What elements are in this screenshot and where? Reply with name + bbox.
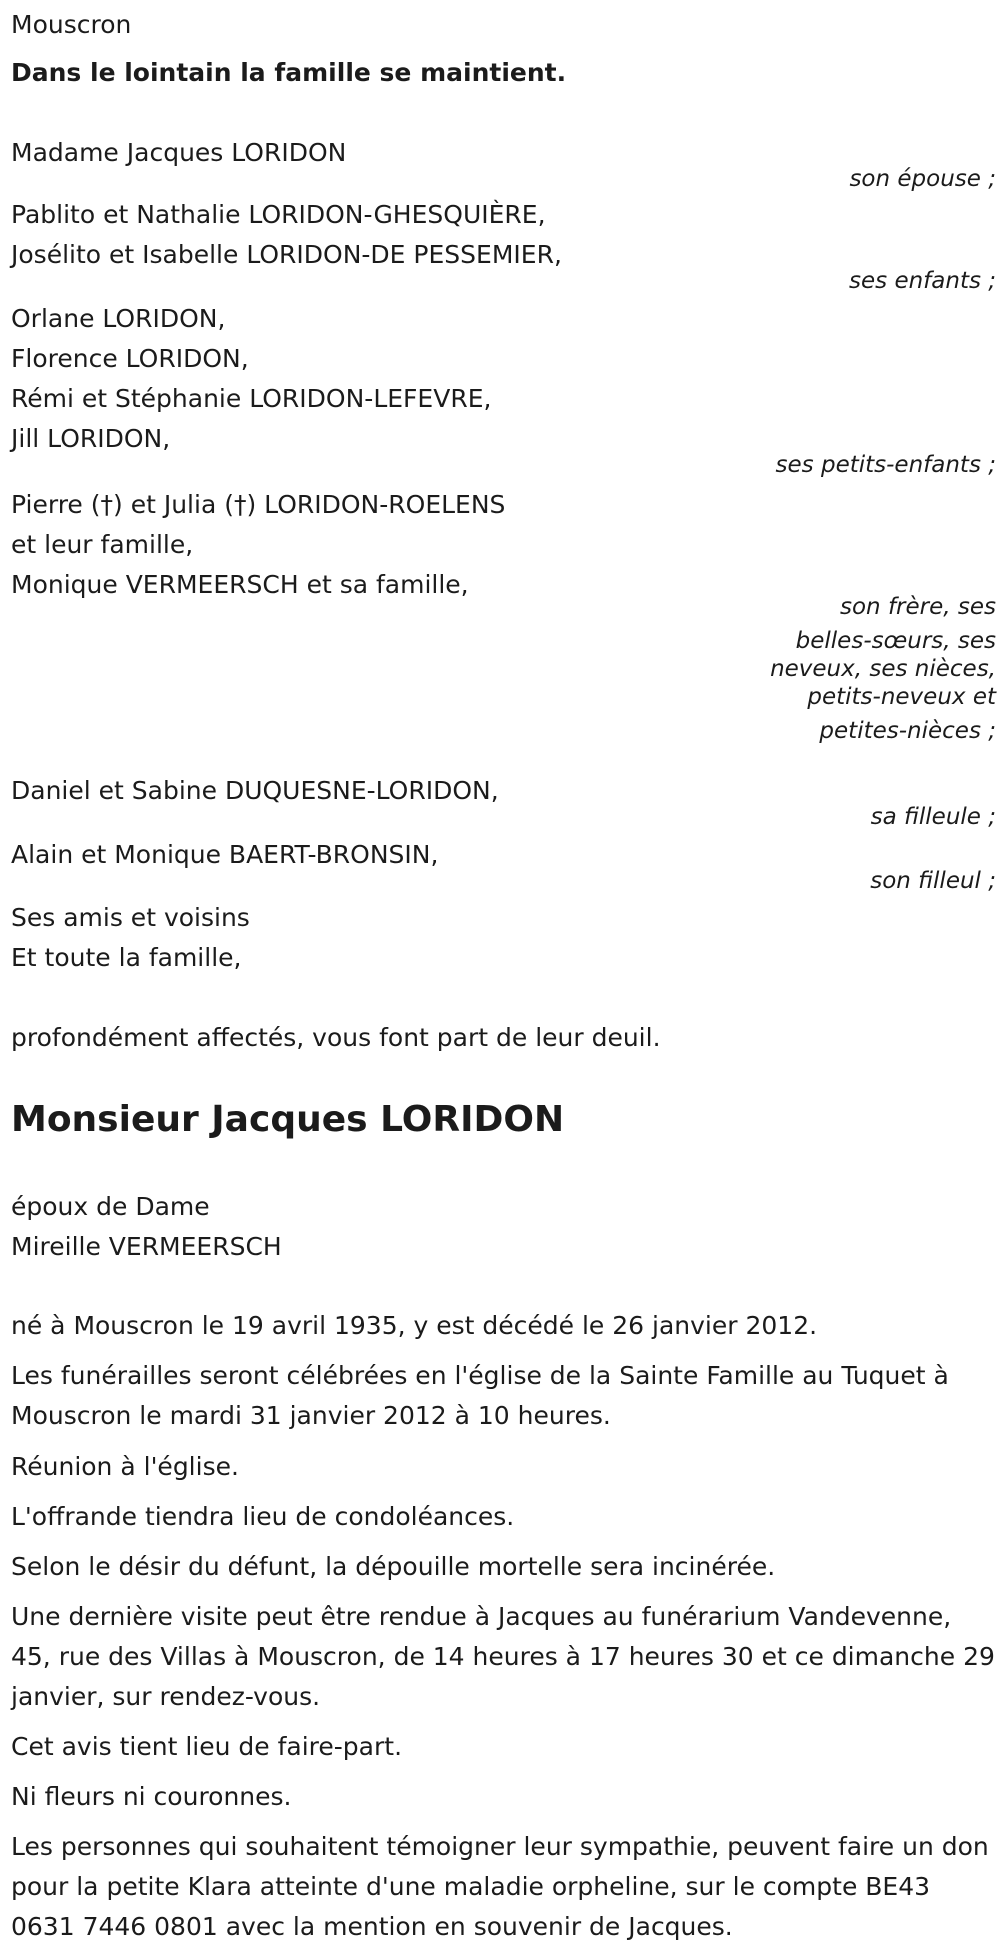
family-member-line: Pierre (†) et Julia (†) LORIDON-ROELENS — [11, 490, 506, 519]
family-member-line: Daniel et Sabine DUQUESNE-LORIDON, — [11, 776, 499, 805]
family-motto: Dans le lointain la famille se maintient. — [11, 58, 567, 87]
detail-paragraph: Les personnes qui souhaitent témoigner leur sympathie, peuvent faire un don pour la petite Klara atteinte d'une maladie orpheline, sur le compte BE43 0631 7446 0801 avec la mention en souvenir de Jacques. — [11, 1832, 989, 1941]
detail-paragraph: Selon le désir du défunt, la dépouille mortelle sera incinérée. — [11, 1552, 776, 1581]
relation-label-line: petites-nièces ; — [819, 718, 996, 744]
family-member-line: Pablito et Nathalie LORIDON-GHESQUIÈRE, — [11, 200, 546, 229]
relation-label-line: petits-neveux et — [807, 684, 996, 710]
detail-paragraph: Réunion à l'église. — [11, 1452, 239, 1481]
relation-label-line: neveux, ses nièces, — [770, 656, 996, 682]
family-member-line: Josélito et Isabelle LORIDON-DE PESSEMIER, — [11, 240, 562, 269]
relation-label: ses petits-enfants ; — [775, 452, 996, 478]
relation-label-line: son frère, ses — [840, 594, 996, 620]
family-member-line: Alain et Monique BAERT-BRONSIN, — [11, 840, 439, 869]
detail-paragraph: Une dernière visite peut être rendue à Jacques au funérarium Vandevenne, 45, rue des Villas à Mouscron, de 14 heures à 17 heures 30 et ce dimanche 29 janvier, sur rendez-vous. — [11, 1602, 995, 1711]
deceased-name: Monsieur Jacques LORIDON — [11, 1099, 565, 1140]
detail-paragraph: Cet avis tient lieu de faire-part. — [11, 1732, 403, 1761]
family-member-line: Et toute la famille, — [11, 943, 242, 972]
relation-label: son épouse ; — [849, 166, 996, 192]
family-member-line: et leur famille, — [11, 530, 194, 559]
detail-paragraph: L'offrande tiendra lieu de condoléances. — [11, 1502, 515, 1531]
family-member-line: Orlane LORIDON, — [11, 304, 226, 333]
location: Mouscron — [11, 10, 132, 39]
spouse-line: époux de Dame — [11, 1192, 210, 1221]
relation-label: sa filleule ; — [870, 804, 996, 830]
relation-label: ses enfants ; — [849, 268, 996, 294]
relation-label: son filleul ; — [870, 868, 996, 894]
family-member-line: Monique VERMEERSCH et sa famille, — [11, 570, 469, 599]
family-member-line: Madame Jacques LORIDON — [11, 138, 347, 167]
family-member-line: Rémi et Stéphanie LORIDON-LEFEVRE, — [11, 384, 492, 413]
family-member-line: Ses amis et voisins — [11, 903, 250, 932]
spouse-line: Mireille VERMEERSCH — [11, 1232, 282, 1261]
relation-label-line: belles-sœurs, ses — [795, 628, 996, 654]
announcement: profondément affectés, vous font part de leur deuil. — [11, 1023, 661, 1052]
detail-paragraph: Les funérailles seront célébrées en l'église de la Sainte Famille au Tuquet à Mouscron le mardi 31 janvier 2012 à 10 heures. — [11, 1361, 949, 1430]
detail-paragraph: Ni fleurs ni couronnes. — [11, 1782, 292, 1811]
family-member-line: Jill LORIDON, — [11, 424, 171, 453]
family-member-line: Florence LORIDON, — [11, 344, 249, 373]
detail-paragraph: né à Mouscron le 19 avril 1935, y est décédé le 26 janvier 2012. — [11, 1311, 818, 1340]
relation-label-multiline — [736, 590, 996, 748]
